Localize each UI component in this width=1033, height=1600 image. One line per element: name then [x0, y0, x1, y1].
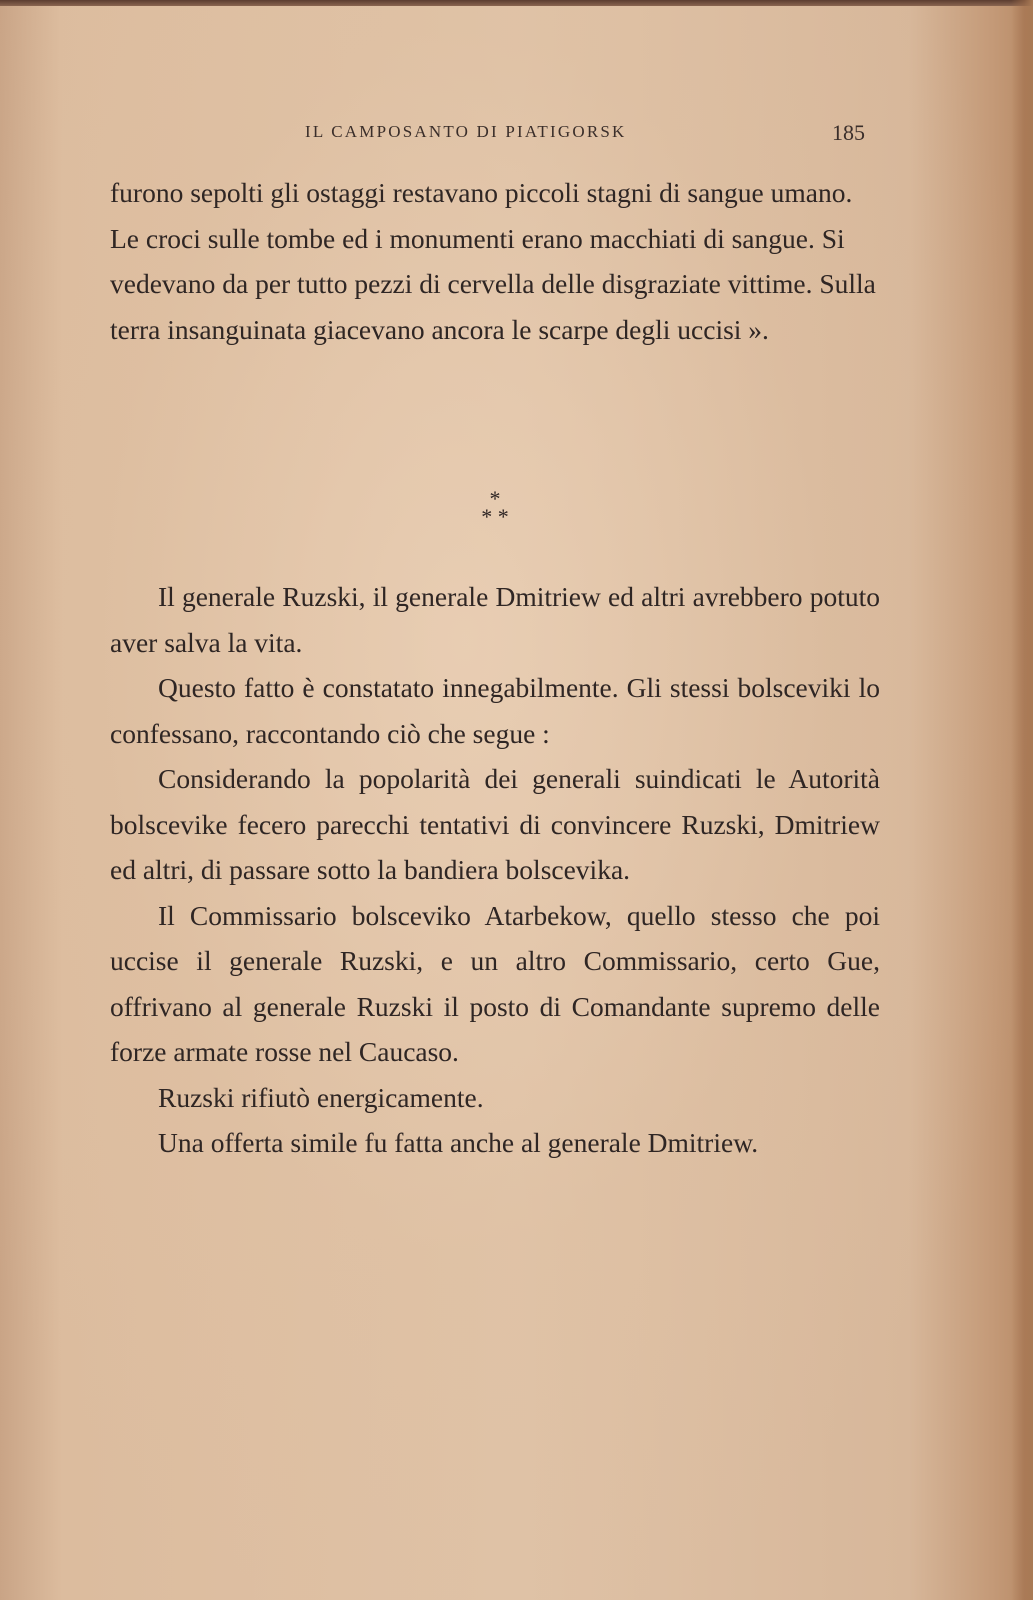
paragraph: Considerando la popolarità dei generali suindicati le Autorità bolscevike fecero parecchi tentativi di convincere Ruzski, Dmitriew ed altri, di passare sotto la bandiera bolscevika. — [110, 763, 880, 885]
paragraph: Il Commissario bolsceviko Atarbekow, quello stesso che poi uccise il generale Ruzski, e un altro Commissario, certo Gue, offrivano al generale Ruzski il posto di Comandante supremo delle forze armate rosse nel Caucaso. — [110, 899, 880, 1067]
paragraph: Il generale Ruzski, il generale Dmitriew ed altri avrebbero potuto aver salva la vita. — [110, 581, 880, 658]
paragraph: furono sepolti gli ostaggi restavano piccoli stagni di sangue umano. Le croci sulle tombe ed i monumenti erano macchiati di sangue. Si vedevano da per tutto pezzi di cervella delle disgraziate vittime. Sulla terra insanguinata giacevano ancora le scarpe degli uccisi ». — [110, 177, 876, 345]
paragraph: Ruzski rifiutò energicamente. — [158, 1081, 484, 1113]
asterism-bottom: * * — [481, 504, 509, 529]
section-body — [110, 574, 880, 1166]
continued-paragraph — [110, 170, 880, 352]
page-top-edge — [0, 0, 1033, 6]
running-title: IL CAMPOSANTO DI PIATIGORSK — [305, 122, 627, 141]
paragraph: Una offerta simile fu fatta anche al generale Dmitriew. — [158, 1127, 759, 1158]
page-number: 185 — [832, 120, 865, 145]
paragraph: Questo fatto è constatato innegabilmente. Gli stessi bolsceviki lo confessano, raccontando ciò che segue : — [110, 672, 880, 749]
page-right-edge — [1011, 0, 1033, 1600]
section-divider-asterism — [465, 486, 525, 529]
asterism-top: * — [489, 486, 501, 511]
